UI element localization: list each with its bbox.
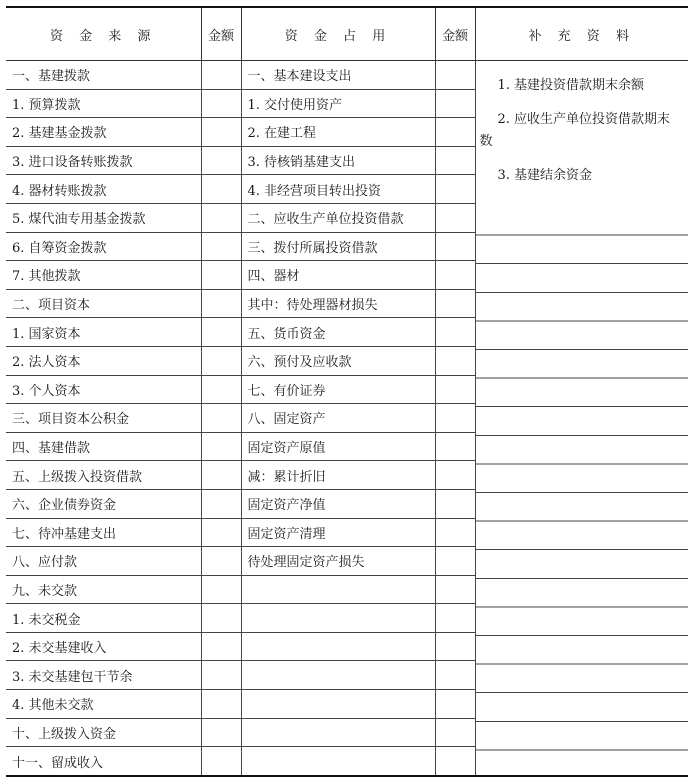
fund-usage-item: 四、器材 [241,261,435,290]
source-amount-cell [201,318,241,347]
supplementary-item: 1. 基建投资借款期末余额 [497,78,645,93]
header-amount-1: 金额 [201,7,241,61]
fund-usage-item: 五、货币资金 [241,318,435,347]
source-amount-cell [201,432,241,461]
usage-amount-cell [435,489,475,518]
usage-amount-cell [435,747,475,776]
fund-usage-item: 减：累计折旧 [241,461,435,490]
usage-amount-cell [435,518,475,547]
usage-amount-cell [435,461,475,490]
usage-amount-cell [435,575,475,604]
fund-source-item: 1. 预算拨款 [6,89,201,118]
source-amount-cell [201,146,241,175]
supplementary-info-cell [475,61,688,777]
fund-usage-item: 一、基本建设支出 [241,61,435,90]
usage-amount-cell [435,661,475,690]
fund-usage-item: 六、预付及应收款 [241,346,435,375]
usage-amount-cell [435,61,475,90]
fund-usage-item: 固定资产清理 [241,518,435,547]
fund-usage-item: 4. 非经营项目转出投资 [241,175,435,204]
source-amount-cell [201,661,241,690]
fund-source-item: 5. 煤代油专用基金拨款 [6,203,201,232]
fund-usage-item: 三、拨付所属投资借款 [241,232,435,261]
usage-amount-cell [435,89,475,118]
usage-amount-cell [435,404,475,433]
source-amount-cell [201,747,241,776]
table-body [6,61,688,777]
header-fund-usage: 资 金 占 用 [241,7,435,61]
source-amount-cell [201,489,241,518]
usage-amount-cell [435,547,475,576]
supplementary-item: 3. 基建结余资金 [497,168,593,183]
fund-source-item: 3. 未交基建包干节余 [6,661,201,690]
source-amount-cell [201,89,241,118]
source-amount-cell [201,632,241,661]
source-amount-cell [201,61,241,90]
source-amount-cell [201,718,241,747]
header-supplementary-info: 补 充 资 料 [475,7,688,61]
source-amount-cell [201,404,241,433]
fund-source-item: 4. 器材转账拨款 [6,175,201,204]
source-amount-cell [201,604,241,633]
fund-usage-item: 二、应收生产单位投资借款 [241,203,435,232]
fund-source-item: 六、企业债券资金 [6,489,201,518]
usage-amount-cell [435,318,475,347]
usage-amount-cell [435,232,475,261]
fund-source-item: 十、上级拨入资金 [6,718,201,747]
fund-usage-item: 七、有价证券 [241,375,435,404]
fund-source-item: 一、基建拨款 [6,61,201,90]
usage-amount-cell [435,632,475,661]
fund-source-item: 八、应付款 [6,547,201,576]
source-amount-cell [201,232,241,261]
fund-source-item: 十一、留成收入 [6,747,201,776]
fund-usage-item: 固定资产原值 [241,432,435,461]
fund-usage-item: 其中：待处理器材损失 [241,289,435,318]
fund-usage-item [241,604,435,633]
source-amount-cell [201,547,241,576]
fund-source-item: 6. 自筹资金拨款 [6,232,201,261]
supplementary-items [476,61,689,207]
fund-usage-item [241,690,435,719]
source-amount-cell [201,518,241,547]
usage-amount-cell [435,175,475,204]
usage-amount-cell [435,375,475,404]
usage-amount-cell [435,690,475,719]
usage-amount-cell [435,203,475,232]
source-amount-cell [201,175,241,204]
source-amount-cell [201,690,241,719]
supplementary-ruled-lines [476,207,689,775]
fund-source-item: 1. 国家资本 [6,318,201,347]
usage-amount-cell [435,346,475,375]
fund-balance-table [6,6,688,777]
fund-source-item: 4. 其他未交款 [6,690,201,719]
header-fund-source: 资 金 来 源 [6,7,201,61]
usage-amount-cell [435,261,475,290]
usage-amount-cell [435,432,475,461]
usage-amount-cell [435,118,475,147]
source-amount-cell [201,261,241,290]
fund-source-item: 四、基建借款 [6,432,201,461]
source-amount-cell [201,461,241,490]
usage-amount-cell [435,146,475,175]
usage-amount-cell [435,289,475,318]
fund-source-item: 七、待冲基建支出 [6,518,201,547]
fund-usage-item [241,747,435,776]
source-amount-cell [201,118,241,147]
source-amount-cell [201,289,241,318]
fund-usage-item [241,632,435,661]
fund-source-item: 2. 基建基金拨款 [6,118,201,147]
fund-source-item: 五、上级拨入投资借款 [6,461,201,490]
fund-source-item: 三、项目资本公积金 [6,404,201,433]
fund-source-item: 二、项目资本 [6,289,201,318]
fund-usage-item [241,718,435,747]
fund-usage-item: 3. 待核销基建支出 [241,146,435,175]
fund-usage-item [241,575,435,604]
fund-source-item: 3. 个人资本 [6,375,201,404]
fund-usage-item: 待处理固定资产损失 [241,547,435,576]
fund-source-item: 九、未交款 [6,575,201,604]
fund-source-item: 2. 法人资本 [6,346,201,375]
fund-usage-item: 固定资产净值 [241,489,435,518]
fund-source-item: 2. 未交基建收入 [6,632,201,661]
fund-usage-item: 1. 交付使用资产 [241,89,435,118]
usage-amount-cell [435,718,475,747]
source-amount-cell [201,203,241,232]
usage-amount-cell [435,604,475,633]
fund-usage-item: 八、固定资产 [241,404,435,433]
fund-usage-item: 2. 在建工程 [241,118,435,147]
table-row [6,61,688,90]
header-amount-2: 金额 [435,7,475,61]
source-amount-cell [201,575,241,604]
supplementary-item: 2. 应收生产单位投资借款期末数 [479,112,671,149]
fund-source-item: 3. 进口设备转账拨款 [6,146,201,175]
fund-usage-item [241,661,435,690]
source-amount-cell [201,346,241,375]
fund-source-item: 7. 其他拨款 [6,261,201,290]
header-row [6,7,688,61]
fund-source-item: 1. 未交税金 [6,604,201,633]
source-amount-cell [201,375,241,404]
